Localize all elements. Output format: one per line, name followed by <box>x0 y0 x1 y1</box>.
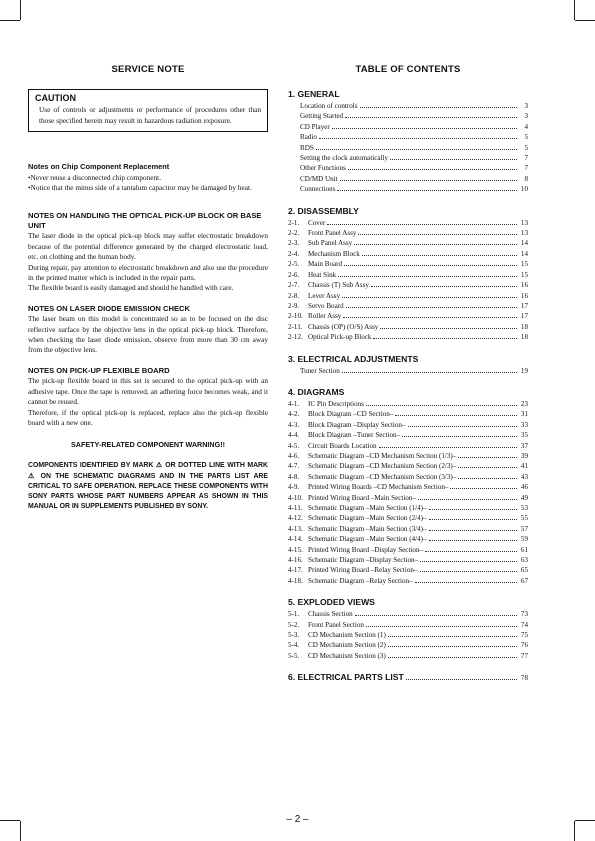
toc-section-title: 2. DISASSEMBLY <box>288 205 359 216</box>
toc-entry-label: Cover <box>308 218 326 227</box>
toc-entry-label: Heat Sink <box>308 270 337 279</box>
toc-entry-label: IC Pin Descriptions <box>308 399 364 408</box>
toc-leader-dots <box>458 478 517 479</box>
toc-entry-number: 4-10. <box>288 493 303 502</box>
toc-leader-dots <box>379 447 517 448</box>
toc-entry-label: Schematic Diagram –Main Section (3/4)– <box>308 524 427 533</box>
toc-entry-label: Chassis (T) Sub Assy <box>308 281 369 290</box>
toc-entry[interactable] <box>288 311 528 321</box>
toc-entry-label: Sub Panel Assy <box>308 239 353 248</box>
toc-entry[interactable] <box>288 153 528 163</box>
toc-page-number: 5 <box>524 143 528 152</box>
toc-entry-number: 4-16. <box>288 556 303 565</box>
toc-entry[interactable] <box>288 111 528 121</box>
toc-leader-dots <box>420 561 517 562</box>
toc-entry-number: 5-4. <box>288 641 300 650</box>
toc-entry-label: Location of controls <box>300 102 358 110</box>
toc-section-title: 3. ELECTRICAL ADJUSTMENTS <box>288 353 419 364</box>
toc-page-number: 73 <box>520 610 528 619</box>
toc-entry-label: Printed Wiring Board –Relay Section– <box>308 566 418 575</box>
toc-entry-number: 4-3. <box>288 420 300 429</box>
toc-entry-label: Main Board <box>308 260 343 269</box>
toc-entry-label: Schematic Diagram –Main Section (4/4)– <box>308 535 427 544</box>
toc-leader-dots <box>373 338 517 339</box>
chip-notes-title: Notes on Chip Component Replacement <box>28 162 170 171</box>
toc-entry[interactable] <box>288 101 528 111</box>
toc-entry-label: Front Panel Section <box>308 620 364 629</box>
toc-page-number: 5 <box>524 133 528 142</box>
toc-leader-dots <box>348 169 517 170</box>
toc-entry[interactable] <box>288 503 528 513</box>
caution-box <box>28 89 268 132</box>
toc-page-number: 13 <box>520 218 528 227</box>
toc-entry[interactable] <box>288 472 528 482</box>
toc-entry[interactable] <box>288 259 528 269</box>
toc-entry-number: 2-5. <box>288 260 300 269</box>
toc-entry[interactable] <box>288 565 528 575</box>
toc-entry-label: Tuner Section <box>300 366 340 375</box>
toc-body <box>288 89 528 661</box>
toc-entry-number: 4-17. <box>288 566 303 575</box>
toc-leader-dots <box>371 286 517 287</box>
toc-leader-dots <box>332 128 517 129</box>
toc-page-number: 19 <box>520 366 528 375</box>
toc-entry-label: CD Mechanism Section (3) <box>308 651 386 660</box>
optical-handling-paragraph: During repair, pay attention to electrostatic breakdown and also use the procedure in the printed matter which is included in the repair parts. <box>28 262 268 282</box>
toc-entry-label: Other Functions <box>300 164 346 173</box>
toc-entry[interactable] <box>288 270 528 280</box>
toc-entry[interactable] <box>288 609 528 619</box>
toc-entry-label: Optical Pick-up Block <box>308 333 372 342</box>
toc-entry-label: Servo Board <box>308 301 344 310</box>
toc-heading: TABLE OF CONTENTS <box>355 64 461 75</box>
toc-page-number: 17 <box>520 301 528 310</box>
toc-page-number: 7 <box>524 154 528 163</box>
flex-board-notes <box>28 366 268 429</box>
flex-board-paragraph: Therefore, if the optical pick-up is replaced, replace also the pick-up flexible board with a new one. <box>28 407 268 427</box>
toc-leader-dots <box>406 679 517 680</box>
toc-page-number: 23 <box>520 399 528 408</box>
toc-page-number: 46 <box>520 483 528 492</box>
toc-entry-label: Setting the clock automatically <box>300 154 389 163</box>
toc-page-number: 18 <box>520 333 528 342</box>
toc-entry-number: 4-2. <box>288 410 300 419</box>
toc-entry-label: Circuit Boards Location <box>308 441 377 450</box>
flex-board-title: NOTES ON PICK-UP FLEXIBLE BOARD <box>28 365 170 375</box>
toc-page-number: 65 <box>520 566 528 575</box>
service-note-column <box>28 64 268 512</box>
toc-entry[interactable] <box>288 322 528 332</box>
toc-leader-dots <box>380 328 517 329</box>
toc-leader-dots <box>360 107 517 108</box>
toc-entry[interactable] <box>288 640 528 650</box>
toc-entry-number: 4-11. <box>288 504 303 512</box>
toc-entry-number: 4-7. <box>288 462 300 471</box>
toc-page-number: 53 <box>520 504 528 512</box>
toc-page-number: 75 <box>520 631 528 640</box>
toc-leader-dots <box>362 255 517 256</box>
toc-page-number: 15 <box>520 260 528 269</box>
toc-entry[interactable] <box>288 301 528 311</box>
toc-entry-label: Roller Assy <box>308 312 342 321</box>
laser-check-text: The laser beam on this model is concentrated so as to be focused on the disc reflective surface by the objective lens in the optical pick-up block. Therefore, when checking the laser diode emission, observe from more than 30 cm away from the objective lens. <box>28 314 268 355</box>
toc-entry[interactable] <box>288 249 528 259</box>
toc-page-number: 63 <box>520 556 528 565</box>
toc-page-number: 55 <box>520 514 528 523</box>
toc-entry[interactable] <box>288 441 528 451</box>
crop-mark <box>574 0 575 20</box>
toc-leader-dots <box>345 117 517 118</box>
toc-page-number: 3 <box>524 102 528 110</box>
toc-final-title: 6. ELECTRICAL PARTS LIST <box>288 672 404 683</box>
toc-page-number: 17 <box>520 312 528 321</box>
toc-entry-number: 2-4. <box>288 249 300 258</box>
toc-page-number: 18 <box>520 322 528 331</box>
toc-leader-dots <box>340 180 517 181</box>
toc-page-number: 8 <box>524 174 528 183</box>
toc-entry-label: Schematic Diagram –Main Section (2/4)– <box>308 514 427 523</box>
toc-section-title: 1. GENERAL <box>288 89 340 99</box>
toc-entry-number: 2-11. <box>288 322 303 331</box>
toc-entry[interactable] <box>288 228 528 238</box>
toc-page-number: 57 <box>520 524 528 533</box>
toc-leader-dots <box>346 307 517 308</box>
toc-page-number: 10 <box>520 185 528 194</box>
toc-entry-number: 4-5. <box>288 441 300 450</box>
toc-entry-label: Connections <box>300 185 336 194</box>
toc-page-number: 77 <box>520 651 528 660</box>
toc-entry-label: Schematic Diagram –Main Section (1/4)– <box>308 504 427 512</box>
laser-check-notes <box>28 304 268 356</box>
toc-entry[interactable] <box>288 545 528 555</box>
toc-entry[interactable] <box>288 451 528 461</box>
toc-leader-dots <box>395 415 517 416</box>
toc-entry-number: 4-12. <box>288 514 303 523</box>
toc-entry-label: Block Diagram –CD Section– <box>308 410 394 419</box>
toc-entry-label: CD/MD Unit <box>300 174 338 183</box>
crop-mark <box>20 0 21 20</box>
toc-leader-dots <box>429 530 517 531</box>
toc-entry-label: Front Panel Assy <box>308 229 357 238</box>
toc-entry[interactable] <box>288 238 528 248</box>
toc-leader-dots <box>402 436 517 437</box>
table-of-contents <box>288 64 528 682</box>
toc-section-title: 5. EXPLODED VIEWS <box>288 597 375 608</box>
toc-page-number: 76 <box>520 641 528 650</box>
toc-section-title: 4. DIAGRAMS <box>288 386 345 397</box>
toc-page-number: 16 <box>520 281 528 290</box>
toc-page-number: 35 <box>520 431 528 440</box>
toc-leader-dots <box>355 615 517 616</box>
toc-entry[interactable] <box>288 651 528 661</box>
chip-note-item: •Notice that the minus side of a tantalum capacitor may be damaged by heat. <box>28 182 252 192</box>
toc-entry-label: CD Player <box>300 122 330 131</box>
toc-entry[interactable] <box>288 620 528 630</box>
toc-leader-dots <box>354 244 517 245</box>
toc-leader-dots <box>327 224 517 225</box>
toc-leader-dots <box>450 488 517 489</box>
toc-entry-label: RDS <box>300 143 314 152</box>
toc-leader-dots <box>429 540 517 541</box>
toc-entry-label: Printed Wiring Board –Display Section– <box>308 545 424 554</box>
toc-entry[interactable] <box>288 513 528 523</box>
toc-leader-dots <box>343 317 517 318</box>
toc-entry-label: Chassis (OP) (O/S) Assy <box>308 322 379 331</box>
toc-entry[interactable] <box>288 291 528 301</box>
toc-leader-dots <box>415 582 517 583</box>
caution-title: CAUTION <box>35 93 76 103</box>
toc-leader-dots <box>420 571 517 572</box>
toc-page-number: 14 <box>520 249 528 258</box>
toc-leader-dots <box>425 551 517 552</box>
caution-text: Use of controls or adjustments or performance of procedures other than those specified herein may result in hazardous radiation exposure. <box>39 105 261 125</box>
toc-entry[interactable] <box>288 280 528 290</box>
toc-leader-dots <box>429 509 517 510</box>
toc-entry[interactable] <box>288 163 528 173</box>
toc-page-number: 43 <box>520 472 528 481</box>
toc-entry-number: 2-3. <box>288 239 300 248</box>
toc-entry-label: Block Diagram –Display Section– <box>308 420 406 429</box>
toc-entry[interactable] <box>288 174 528 184</box>
toc-page-number: 78 <box>520 674 528 683</box>
toc-leader-dots <box>366 626 517 627</box>
toc-entry-number: 4-13. <box>288 524 303 533</box>
chip-note-item: •Never reuse a disconnected chip component. <box>28 172 162 182</box>
toc-leader-dots <box>390 159 517 160</box>
toc-entry-label: Printed Wiring Boards –CD Mechanism Section– <box>308 483 449 492</box>
toc-leader-dots <box>429 519 517 520</box>
toc-entry-label: Mechanism Block <box>308 249 360 258</box>
toc-section-list <box>288 101 528 195</box>
toc-entry[interactable] <box>288 630 528 640</box>
toc-section-list <box>288 366 528 376</box>
safety-warning-text: COMPONENTS IDENTIFIED BY MARK ⚠ OR DOTTED LINE WITH MARK ⚠ ON THE SCHEMATIC DIAGRAMS AND IN THE PARTS LIST ARE CRITICAL TO SAFE OPERATION. REPLACE THESE COMPONENTS WITH SONY PARTS WHOSE PART NUMBERS APPEAR AS SHOWN IN THIS MANUAL OR IN SUPPLEMENTS PUBLISHED BY SONY. <box>28 462 268 511</box>
toc-page-number: 15 <box>520 270 528 279</box>
toc-leader-dots <box>338 276 517 277</box>
toc-page-number: 33 <box>520 420 528 429</box>
toc-page-number: 4 <box>524 122 528 131</box>
toc-entry[interactable] <box>288 430 528 440</box>
crop-mark <box>0 20 20 21</box>
toc-entry-number: 2-9. <box>288 301 300 310</box>
toc-entry-number: 4-15. <box>288 545 303 554</box>
toc-entry[interactable] <box>288 122 528 132</box>
toc-entry-number: 2-2. <box>288 229 300 238</box>
toc-page-number: 16 <box>520 291 528 300</box>
toc-page-number: 31 <box>520 410 528 419</box>
toc-entry-number: 4-4. <box>288 431 300 440</box>
toc-page-number: 41 <box>520 462 528 471</box>
toc-entry-label: Schematic Diagram –CD Mechanism Section (3/3)– <box>308 472 457 481</box>
toc-page-number: 61 <box>520 545 528 554</box>
toc-entry[interactable] <box>288 524 528 534</box>
toc-entry-number: 4-1. <box>288 399 300 408</box>
toc-leader-dots <box>388 657 517 658</box>
toc-entry[interactable] <box>288 132 528 142</box>
toc-page-number: 13 <box>520 229 528 238</box>
toc-entry-number: 2-6. <box>288 270 300 279</box>
toc-entry-number: 4-14. <box>288 535 303 544</box>
toc-entry[interactable] <box>288 555 528 565</box>
toc-page-number: 37 <box>520 441 528 450</box>
toc-leader-dots <box>388 646 517 647</box>
toc-entry[interactable] <box>288 493 528 503</box>
toc-entry-number: 4-8. <box>288 472 300 481</box>
toc-page-number: 39 <box>520 451 528 460</box>
toc-leader-dots <box>342 297 517 298</box>
toc-final-entry[interactable] <box>288 672 528 682</box>
toc-entry-number: 4-6. <box>288 451 300 460</box>
toc-leader-dots <box>316 149 517 150</box>
toc-entry[interactable] <box>288 332 528 342</box>
toc-page-number: 49 <box>520 493 528 502</box>
toc-page-number: 3 <box>524 112 528 121</box>
toc-entry[interactable] <box>288 218 528 228</box>
crop-mark <box>575 20 595 21</box>
toc-page-number: 7 <box>524 164 528 173</box>
toc-entry-number: 5-3. <box>288 631 300 640</box>
toc-entry[interactable] <box>288 461 528 471</box>
service-note-heading: SERVICE NOTE <box>111 64 185 75</box>
toc-entry-number: 4-18. <box>288 576 303 585</box>
toc-leader-dots <box>342 372 517 373</box>
toc-entry-label: Radio <box>300 133 317 142</box>
toc-entry-number: 5-1. <box>288 610 300 619</box>
toc-section-list <box>288 399 528 586</box>
safety-warning-title: SAFETY-RELATED COMPONENT WARNING!! <box>71 440 225 450</box>
toc-page-number: 14 <box>520 239 528 248</box>
toc-entry-number: 2-12. <box>288 333 303 342</box>
toc-entry-label: Getting Started <box>300 112 344 121</box>
toc-leader-dots <box>418 499 517 500</box>
toc-entry-label: Lever Assy <box>308 291 341 300</box>
optical-handling-title: NOTES ON HANDLING THE OPTICAL PICK-UP BLOCK OR BASE UNIT <box>28 211 262 230</box>
toc-leader-dots <box>458 467 517 468</box>
toc-entry-number: 2-10. <box>288 312 303 321</box>
toc-entry[interactable] <box>288 366 528 376</box>
toc-entry-label: CD Mechanism Section (2) <box>308 641 386 650</box>
flex-board-paragraph: The pick-up flexible board in this set is secured to the optical pick-up with an adhesive tape. Once the tape is removed, an adhering force becomes weak, and it cannot be reused. <box>28 376 268 407</box>
toc-entry-label: Block Diagram –Tuner Section– <box>308 431 401 440</box>
optical-handling-notes <box>28 211 268 293</box>
toc-entry-label: Schematic Diagram –CD Mechanism Section (2/3)– <box>308 462 457 471</box>
toc-entry-label: Schematic Diagram –Display Section– <box>308 556 419 565</box>
toc-entry-label: Schematic Diagram –Relay Section– <box>308 576 413 585</box>
toc-entry-number: 2-1. <box>288 218 300 227</box>
toc-entry[interactable] <box>288 482 528 492</box>
laser-check-title: NOTES ON LASER DIODE EMISSION CHECK <box>28 303 191 313</box>
toc-section-list <box>288 609 528 661</box>
toc-entry-label: Chassis Section <box>308 610 353 619</box>
toc-entry[interactable] <box>288 409 528 419</box>
chip-notes <box>28 162 268 193</box>
toc-leader-dots <box>344 265 517 266</box>
optical-handling-paragraph: The flexible board is easily damaged and should be handled with care. <box>28 283 234 293</box>
toc-entry-number: 2-7. <box>288 281 300 290</box>
toc-entry[interactable] <box>288 420 528 430</box>
toc-leader-dots <box>358 234 517 235</box>
toc-entry-label: Printed Wiring Board –Main Section– <box>308 493 416 502</box>
toc-entry[interactable] <box>288 576 528 586</box>
toc-entry[interactable] <box>288 184 528 194</box>
toc-entry-label: Schematic Diagram –CD Mechanism Section (1/3)– <box>308 451 457 460</box>
toc-entry-number: 4-9. <box>288 483 300 492</box>
toc-leader-dots <box>388 636 517 637</box>
toc-page-number: 59 <box>520 535 528 544</box>
toc-leader-dots <box>408 426 517 427</box>
toc-leader-dots <box>319 138 517 139</box>
toc-entry[interactable] <box>288 534 528 544</box>
toc-section-list <box>288 218 528 343</box>
toc-leader-dots <box>458 457 517 458</box>
page-number: – 2 – <box>286 814 309 825</box>
optical-handling-paragraph: The laser diode in the optical pick-up block may suffer electrostatic breakdown because of the potential difference generated by the charged electrostatic load, etc. on clothing and the human body. <box>28 231 268 262</box>
toc-entry-number: 2-8. <box>288 291 300 300</box>
toc-entry[interactable] <box>288 143 528 153</box>
toc-entry[interactable] <box>288 399 528 409</box>
toc-page-number: 67 <box>520 576 528 585</box>
toc-leader-dots <box>337 190 517 191</box>
toc-entry-number: 5-5. <box>288 651 300 660</box>
safety-warning <box>28 440 268 512</box>
toc-entry-label: CD Mechanism Section (1) <box>308 631 386 640</box>
toc-page-number: 74 <box>520 620 528 629</box>
toc-leader-dots <box>366 405 517 406</box>
toc-entry-number: 5-2. <box>288 620 300 629</box>
